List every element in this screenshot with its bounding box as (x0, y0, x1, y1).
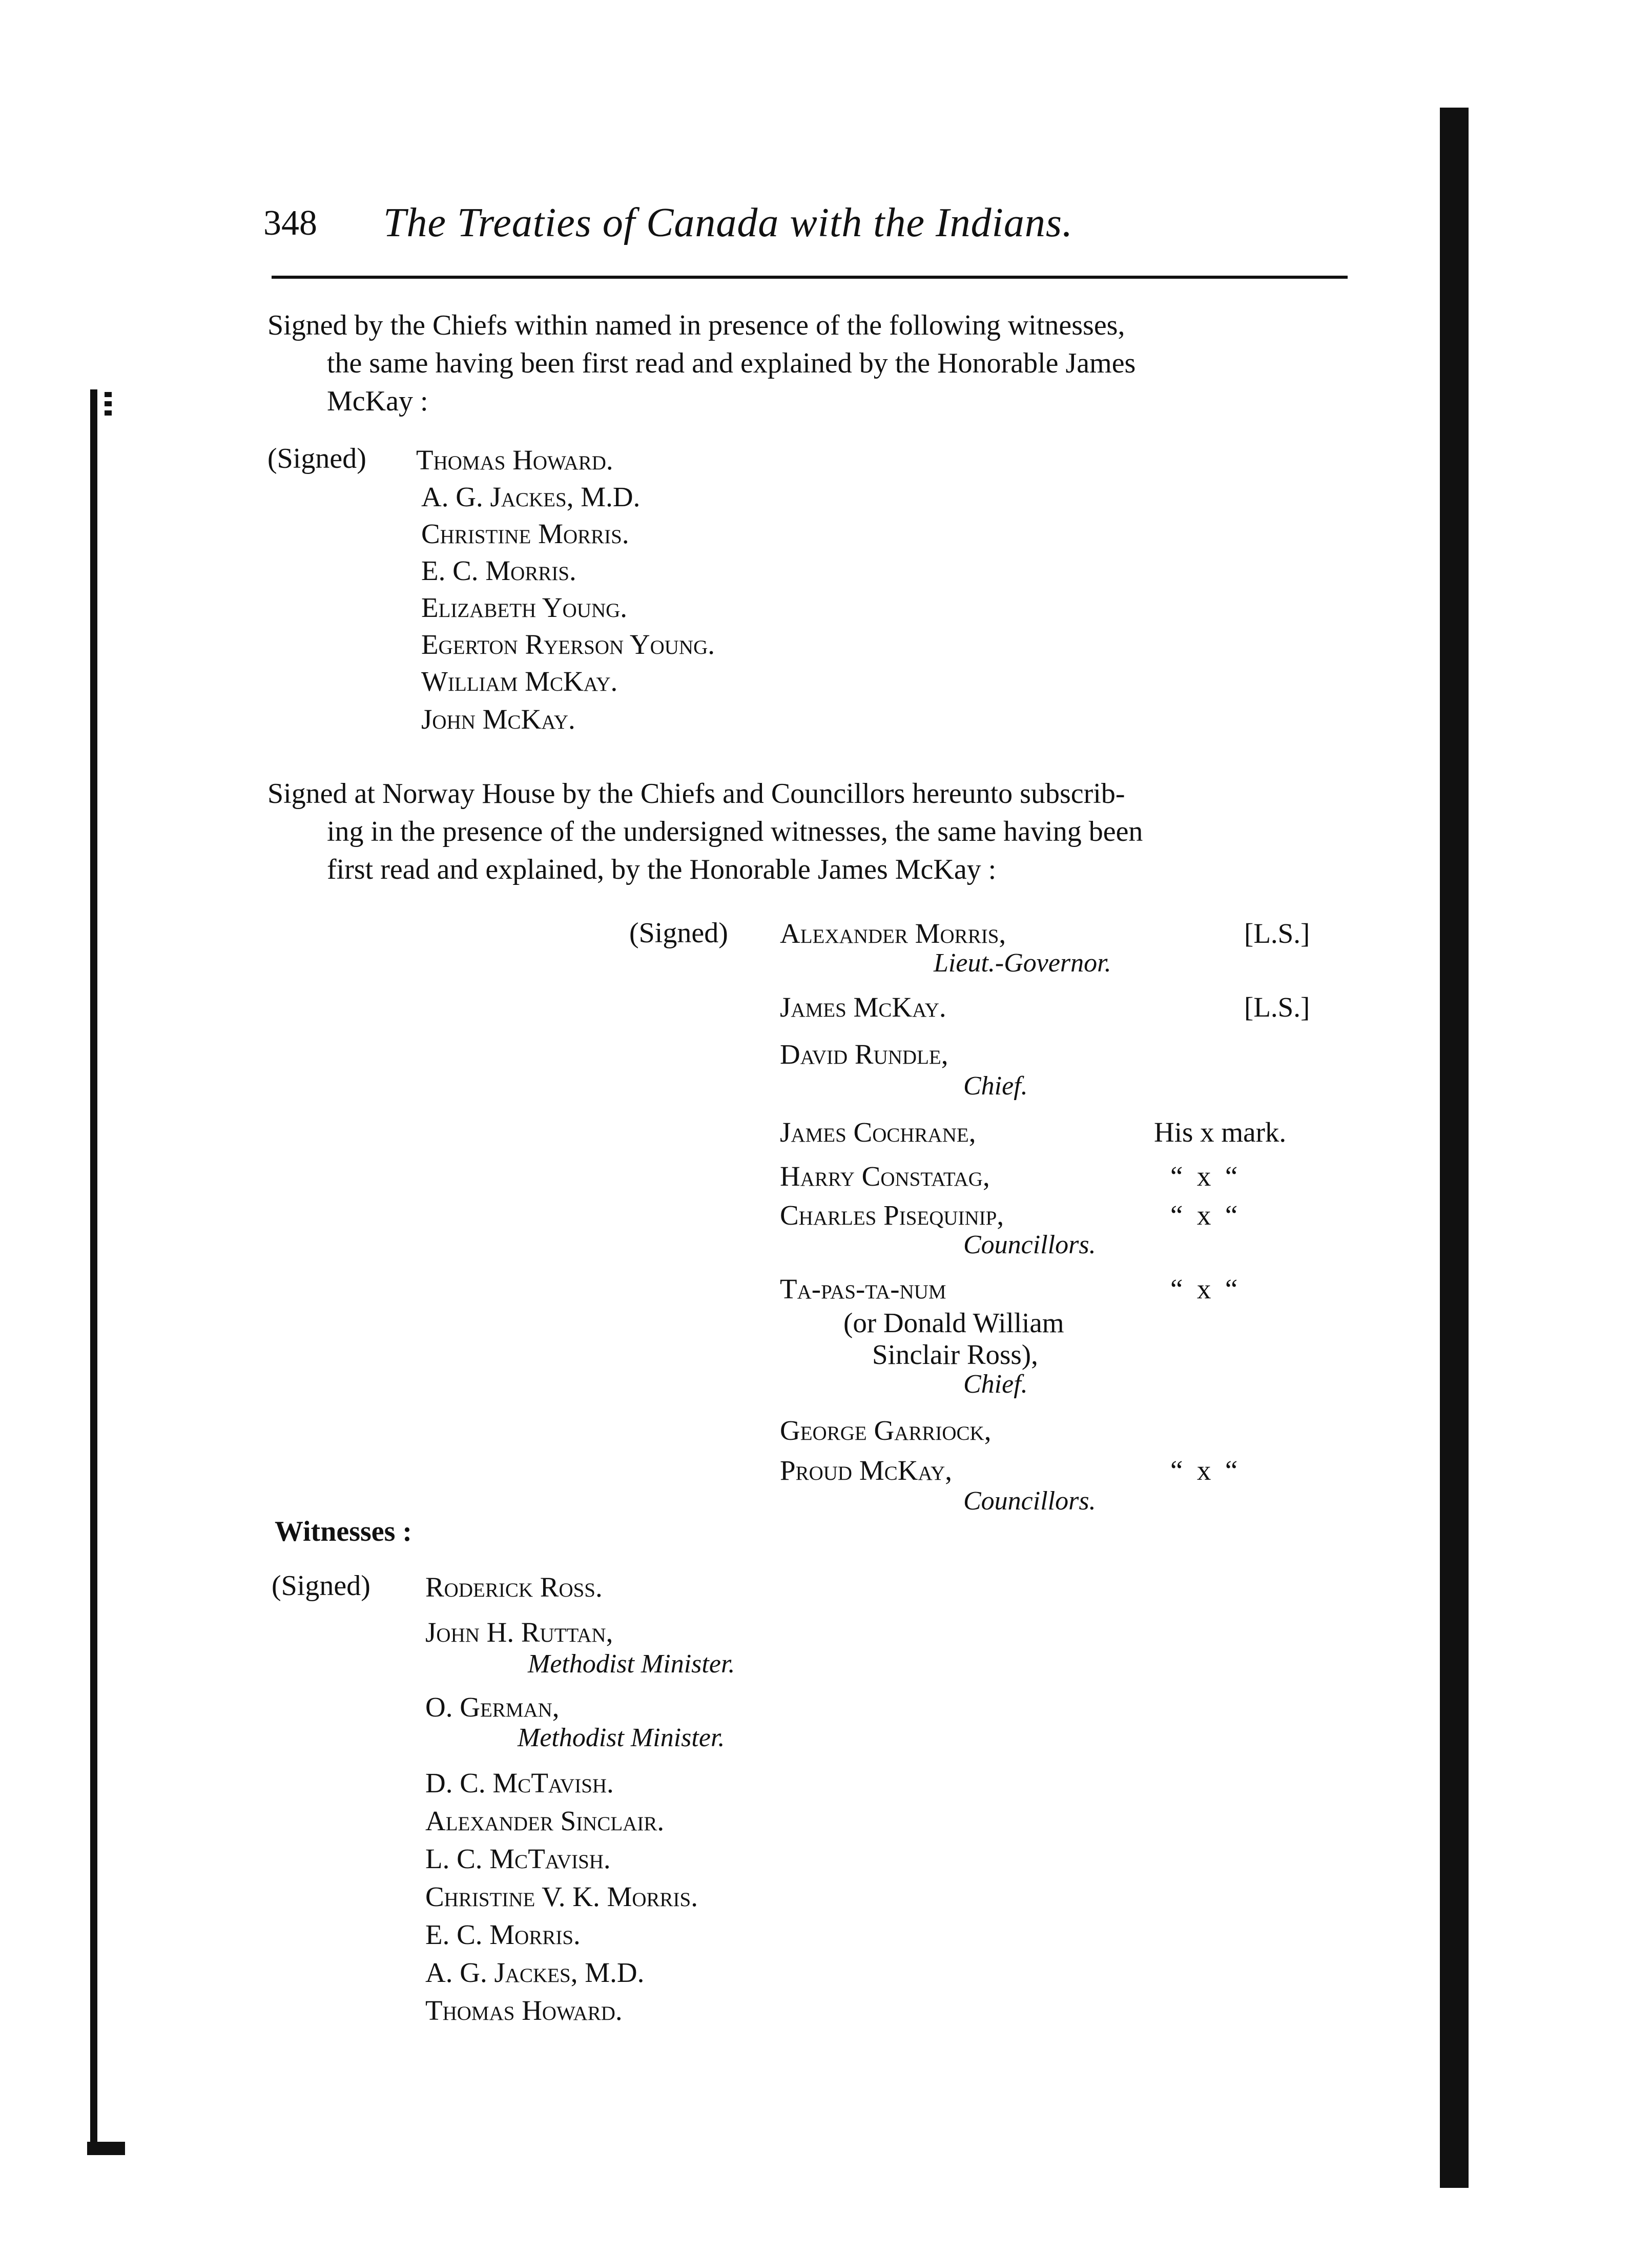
seal-mark: [L.S.] (1244, 918, 1310, 949)
witness-name: A. G. Jackes, M.D. (425, 1957, 645, 1988)
signatory-name: Ta-pas-ta-num (780, 1273, 946, 1305)
page-number: 348 (263, 203, 317, 243)
signature-mark: “ x “ (1170, 1161, 1238, 1192)
signatory-name: James Cochrane, (780, 1116, 976, 1148)
witness-name: Elizabeth Young. (421, 592, 628, 623)
signatory-name: Proud McKay, (780, 1455, 952, 1486)
signatory-name: George Garriock, (780, 1415, 992, 1446)
witness-name: O. German, (425, 1691, 560, 1723)
intro-line: the same having been first read and explained by the Honorable James (327, 347, 1136, 379)
witness-name: Roderick Ross. (425, 1571, 603, 1603)
intro-line: ing in the presence of the undersigned witnesses, the same having been (327, 816, 1143, 847)
signature-mark: “ x “ (1170, 1199, 1238, 1231)
signed-label: (Signed) (267, 443, 366, 474)
witness-name: Alexander Sinclair. (425, 1805, 665, 1836)
signed-label: (Signed) (272, 1570, 370, 1602)
signatory-title: Councillors. (963, 1486, 1096, 1516)
signatory-name: Alexander Morris, (780, 918, 1006, 949)
intro-line: Signed by the Chiefs within named in presence of the following witnesses, (267, 309, 1125, 341)
signatory-name: Charles Pisequinip, (780, 1199, 1004, 1231)
witness-name: John H. Ruttan, (425, 1617, 613, 1648)
signature-mark: “ x “ (1170, 1455, 1238, 1486)
intro-line: McKay : (327, 385, 428, 417)
signatory-alias: (or Donald William (843, 1307, 1064, 1338)
intro-line: Signed at Norway House by the Chiefs and Councillors hereunto subscrib- (267, 778, 1125, 810)
signatory-title: Chief. (963, 1071, 1028, 1101)
signatory-title: Lieut.-Governor. (934, 948, 1111, 978)
intro-line: first read and explained, by the Honorable James McKay : (327, 854, 997, 885)
signatory-name: James McKay. (780, 991, 946, 1023)
left-margin-foot (87, 2142, 125, 2155)
witness-title: Methodist Minister. (528, 1649, 735, 1679)
signed-label: (Signed) (629, 917, 728, 949)
witness-name: Thomas Howard. (425, 1995, 623, 2026)
witness-name: Thomas Howard. (416, 444, 613, 475)
signature-mark: His x mark. (1154, 1116, 1287, 1148)
witnesses-heading: Witnesses : (275, 1516, 412, 1547)
signatory-title: Chief. (963, 1370, 1028, 1399)
witness-name: Christine V. K. Morris. (425, 1881, 698, 1912)
signatory-alias: Sinclair Ross), (872, 1339, 1038, 1370)
signature-mark: “ x “ (1170, 1273, 1238, 1305)
witness-name: E. C. Morris. (425, 1919, 581, 1950)
witness-title: Methodist Minister. (518, 1723, 725, 1752)
witness-name: Christine Morris. (421, 518, 629, 549)
header-rule (272, 276, 1348, 279)
signatory-name: David Rundle, (780, 1039, 948, 1070)
signatory-title: Councillors. (963, 1230, 1096, 1259)
margin-marks (105, 392, 112, 419)
signatory-name: Harry Constatag, (780, 1161, 990, 1192)
witness-name: William McKay. (421, 666, 618, 697)
witness-name: A. G. Jackes, M.D. (421, 481, 641, 512)
running-title: The Treaties of Canada with the Indians. (383, 200, 1073, 245)
witness-name: Egerton Ryerson Young. (421, 629, 715, 660)
seal-mark: [L.S.] (1244, 991, 1310, 1023)
witness-name: John McKay. (421, 704, 575, 735)
witness-name: L. C. McTavish. (425, 1843, 611, 1874)
page-spine-shadow (1440, 108, 1469, 2188)
left-margin-rule (90, 389, 97, 2142)
witness-name: D. C. McTavish. (425, 1767, 614, 1798)
witness-name: E. C. Morris. (421, 555, 576, 586)
